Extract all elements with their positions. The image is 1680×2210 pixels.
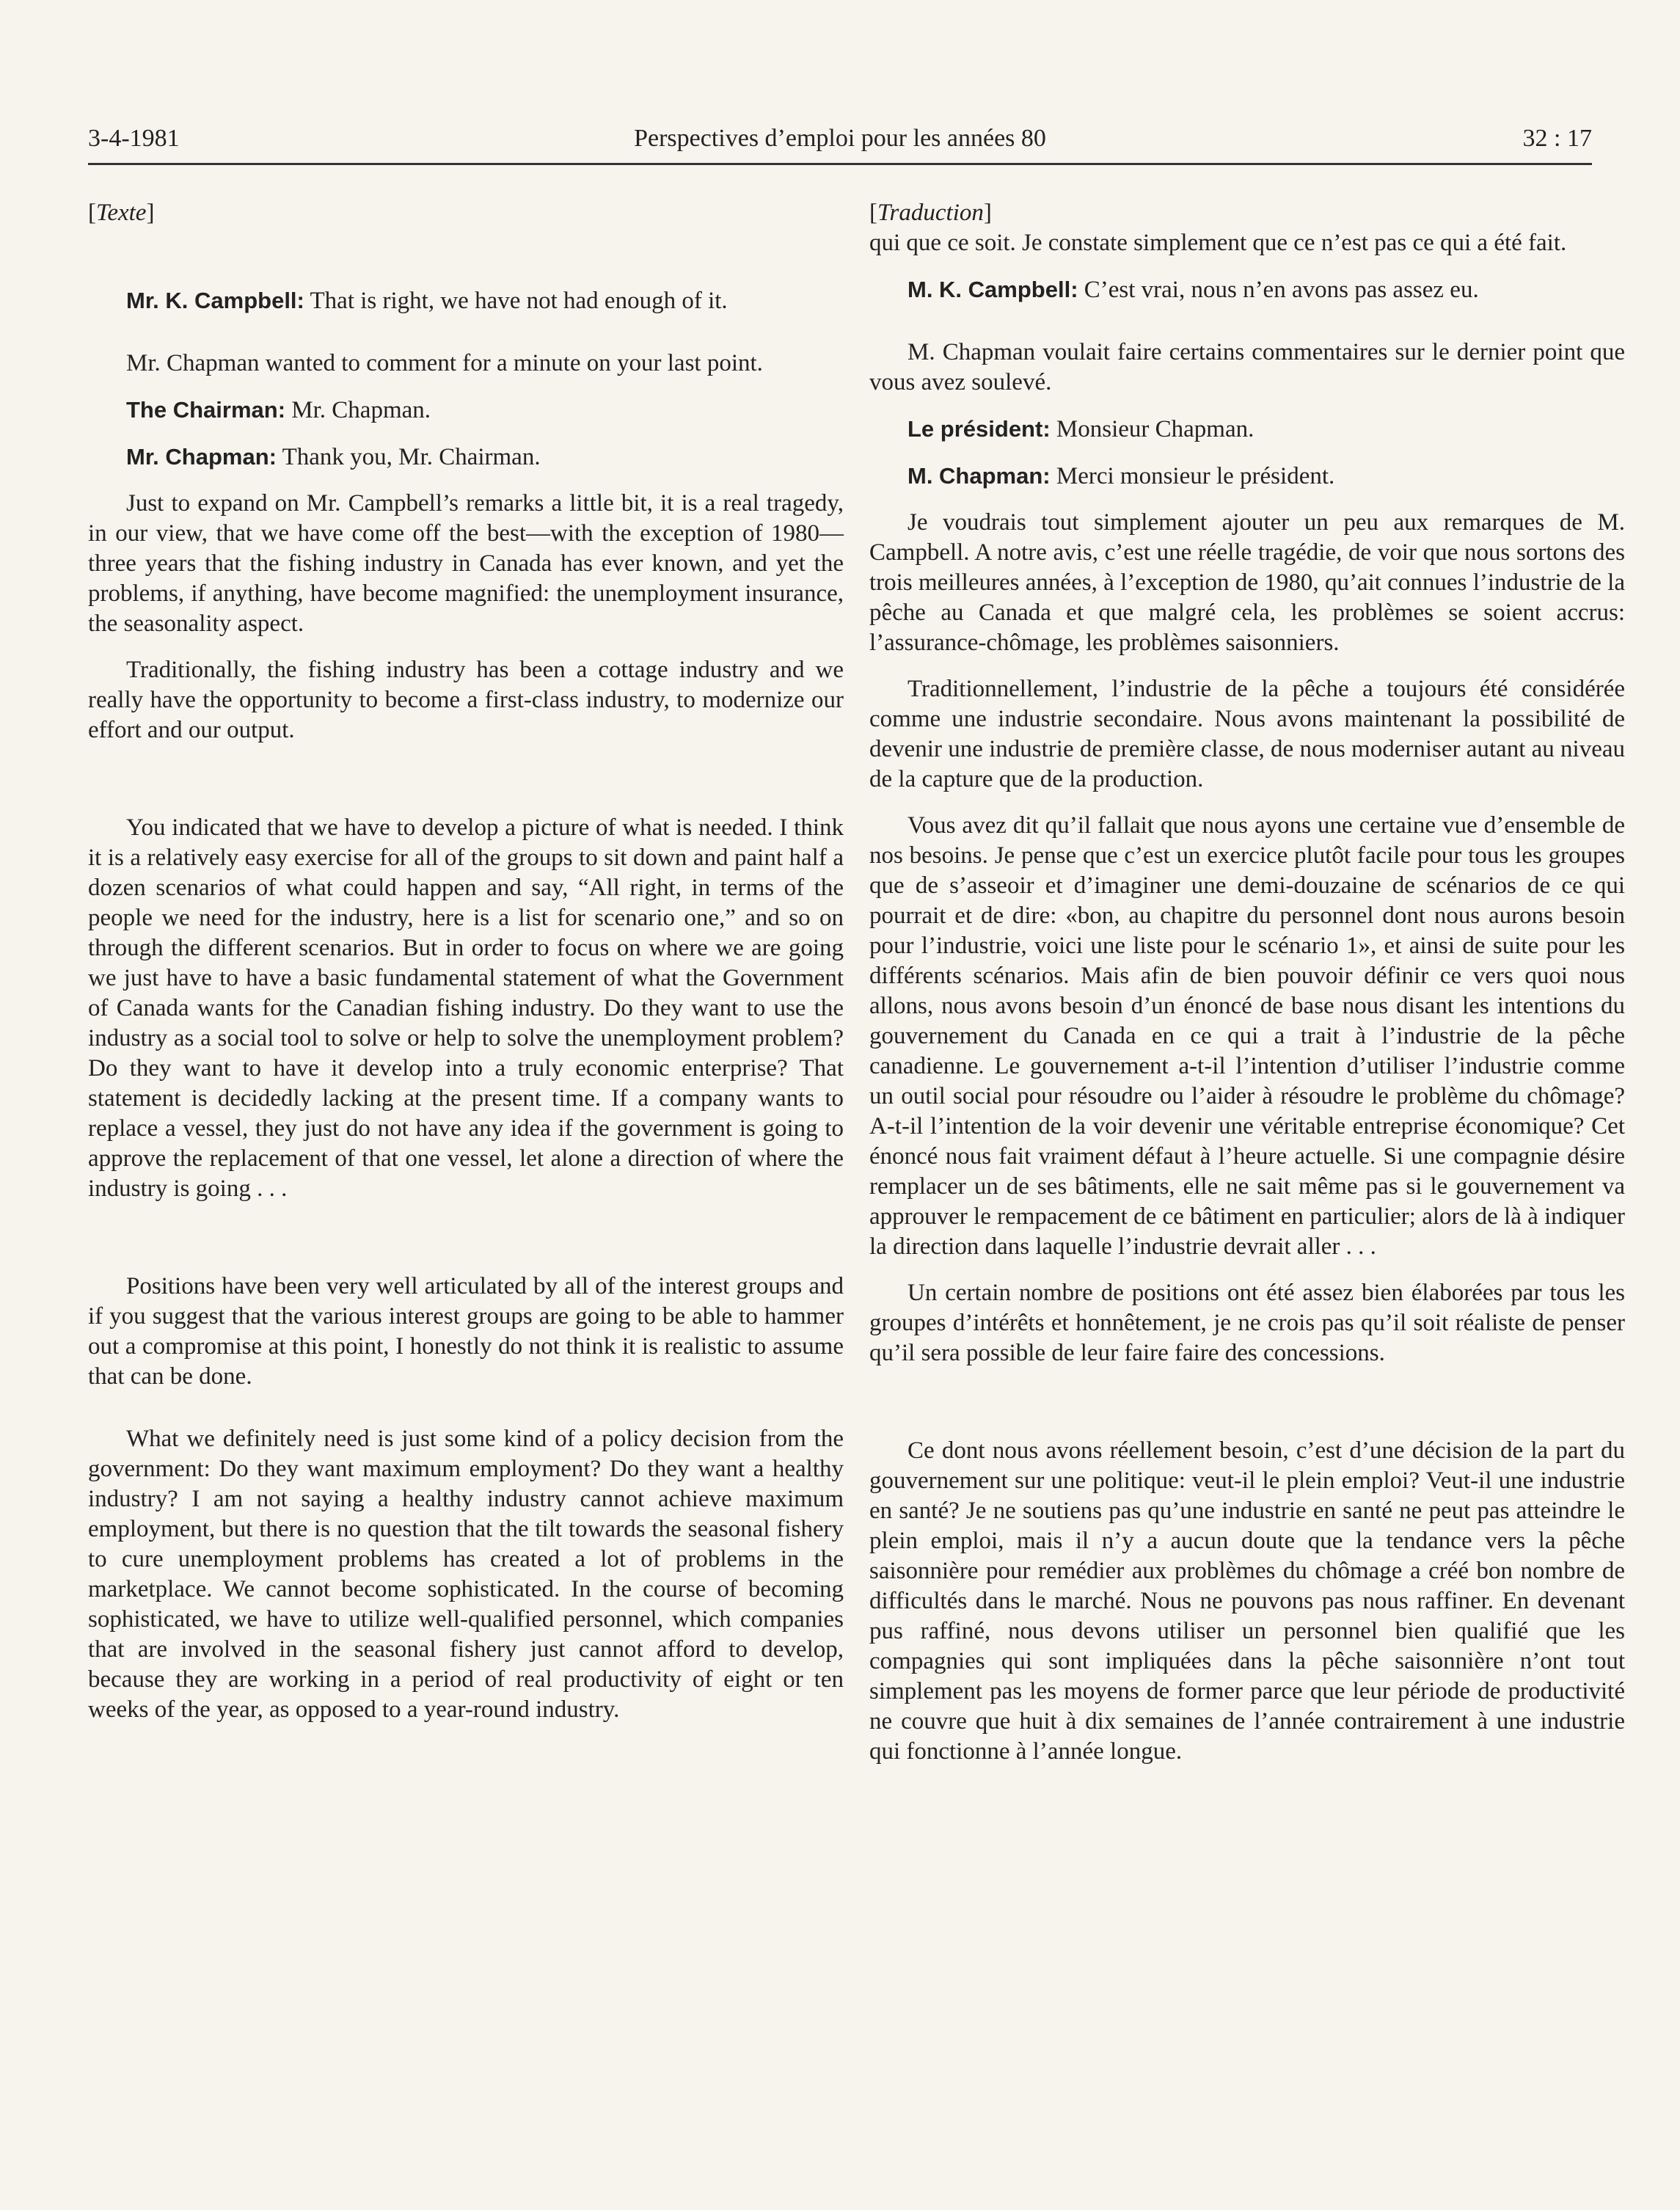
- header-title: Perspectives d’emploi pour les années 80: [634, 125, 1046, 152]
- paragraph: Le président: Monsieur Chapman.: [907, 416, 1254, 442]
- header-page-number: 32 : 17: [1522, 125, 1592, 152]
- header-date: 3-4-1981: [88, 125, 180, 152]
- paragraph: qui que ce soit. Je constate simplement que ce n’est pas ce qui a été fait.: [869, 230, 1567, 256]
- paragraph: Positions have been very well articulated by all of the interest groups and if you suggest that the various interest groups are going to be able to hammer out a compromise at this point, I honestly do not think it is realistic to assume that can be done.: [88, 1273, 844, 1390]
- paragraph: M. Chapman: Merci monsieur le président.: [907, 463, 1335, 489]
- paragraph: Ce dont nous avons réellement besoin, c’est d’une décision de la part du gouvernement sur une politique: veut-il le plein emploi? Veut-il une industrie en santé? Je ne soutiens pas qu’une industrie en santé ne peut pas atteindre le plein emploi, mais il n’y a aucun doute que la tendance vers la pêche saisonnière pour remédier aux problèmes du chômage a créé bon nombre de difficultés dans le marché. Nous ne pouvons pas nous raffiner. En devenant pus raffiné, nous devons utiliser un personnel bien qualifié que les compagnies qui sont impliquées dans la pêche saisonnière n’ont tout simplement pas les moyens de former parce que leur période de productivité ne couvre que huit à dix semaines de l’année contrairement à une industrie qui fonctionne à l’année longue.: [869, 1437, 1625, 1765]
- paragraph: The Chairman: Mr. Chapman.: [126, 397, 431, 423]
- paragraph: Un certain nombre de positions ont été assez bien élaborées par tous les groupes d’intérêts et honnêtement, je ne crois pas qu’il soit réaliste de penser qu’il sera possible de leur faire faire des concessions.: [869, 1280, 1625, 1366]
- paragraph: What we definitely need is just some kind of a policy decision from the government: Do they want maximum employment? Do they want a healthy industry? I am not saying a healthy industry cannot achieve maximum employment, but there is no question that the tilt towards the seasonal fishery to cure unemployment problems has created a lot of problems in the marketplace. We cannot become sophisticated. In the course of becoming sophisticated, we have to utilize well-qualified personnel, which companies that are involved in the seasonal fishery just cannot afford to develop, because they are working in a period of real productivity of eight or ten weeks of the year, as opposed to a year-round industry.: [88, 1426, 844, 1723]
- paragraph: Mr. K. Campbell: That is right, we have not had enough of it.: [126, 288, 728, 314]
- column-tag: [Texte]: [88, 200, 155, 226]
- column-tag: [Traduction]: [869, 200, 992, 226]
- speaker-name: Le président:: [907, 416, 1051, 442]
- running-header: [88, 125, 1592, 163]
- paragraph: Je voudrais tout simplement ajouter un peu aux remarques de M. Campbell. A notre avis, c’est une réelle tragédie, de voir que nous sortons des trois meilleures années, à l’exception de 1980, qu’ait connues l’industrie de la pêche au Canada et que malgré cela, les problèmes se soient accrus: l’assurance-chômage, les problèmes saisonniers.: [869, 509, 1625, 656]
- header-rule: [88, 163, 1592, 165]
- french-column: [869, 198, 1625, 1767]
- speaker-name: M. Chapman:: [907, 463, 1051, 489]
- paragraph: Just to expand on Mr. Campbell’s remarks a little bit, it is a real tragedy, in our view, that we have come off the best—with the exception of 1980—three years that the fishing industry in Canada has ever known, and yet the problems, if anything, have become magnified: the unemployment insurance, the seasonality aspect.: [88, 490, 844, 637]
- paragraph: Traditionnellement, l’industrie de la pêche a toujours été considérée comme une industrie secondaire. Nous avons maintenant la possibilité de devenir une industrie de première classe, de nous moderniser autant au niveau de la capture que de la production.: [869, 676, 1625, 792]
- paragraph: Mr. Chapman: Thank you, Mr. Chairman.: [126, 444, 541, 470]
- speaker-name: M. K. Campbell:: [907, 277, 1078, 302]
- paragraph: Vous avez dit qu’il fallait que nous ayons une certaine vue d’ensemble de nos besoins. Je pense que c’est un exercice plutôt facile pour tous les groupes que de s’asseoir et d’imaginer une demi-douzaine de scénarios de ce qui pourrait et de dire: «bon, au chapitre du personnel dont nous aurons besoin pour l’industrie, voici une liste pour le scénario 1», et ainsi de suite pour les différents scénarios. Mais afin de bien pouvoir définir ce vers quoi nous allons, nous avons besoin d’un énoncé de base nous disant les intentions du gouvernement du Canada en ce qui a trait à l’industrie de la pêche canadienne. Le gouvernement a-t-il l’intention d’utiliser l’industrie comme un outil social pour résoudre ou l’aider à résoudre le problème du chômage? A-t-il l’intention de la voir devenir une véritable entreprise économique? Cet énoncé nous fait vraiment défaut à l’heure actuelle. Si une compagnie désire remplacer un de ses bâtiments, elle ne sait même pas si le gouvernement va approuver le rempacement de ce bâtiment en particulier; alors de là à indiquer la direction dans laquelle l’industrie devrait aller . . .: [869, 812, 1625, 1260]
- speaker-name: Mr. K. Campbell:: [126, 288, 304, 313]
- paragraph: Mr. Chapman wanted to comment for a minute on your last point.: [126, 350, 763, 376]
- english-column: [88, 198, 844, 1725]
- paragraph: M. Chapman voulait faire certains commentaires sur le dernier point que vous avez soulevé.: [869, 339, 1625, 395]
- paragraph: M. K. Campbell: C’est vrai, nous n’en avons pas assez eu.: [907, 277, 1479, 303]
- paragraph: Traditionally, the fishing industry has been a cottage industry and we really have the opportunity to become a first-class industry, to modernize our effort and our output.: [88, 657, 844, 743]
- paragraph: You indicated that we have to develop a picture of what is needed. I think it is a relatively easy exercise for all of the groups to sit down and paint half a dozen scenarios of what could happen and say, “All right, in terms of the people we need for the industry, here is a list for scenario one,” and so on through the different scenarios. But in order to focus on where we are going we just have to have a basic fundamental statement of what the Government of Canada wants for the Canadian fishing industry. Do they want to use the industry as a social tool to solve or help to solve the unemployment problem? Do they want to have it develop into a truly economic enterprise? That statement is decidedly lacking at the present time. If a company wants to replace a vessel, they just do not have any idea if the government is going to approve the replacement of that one vessel, let alone a direction of where the industry is going . . .: [88, 814, 844, 1202]
- speaker-name: Mr. Chapman:: [126, 444, 277, 470]
- speaker-name: The Chairman:: [126, 397, 286, 423]
